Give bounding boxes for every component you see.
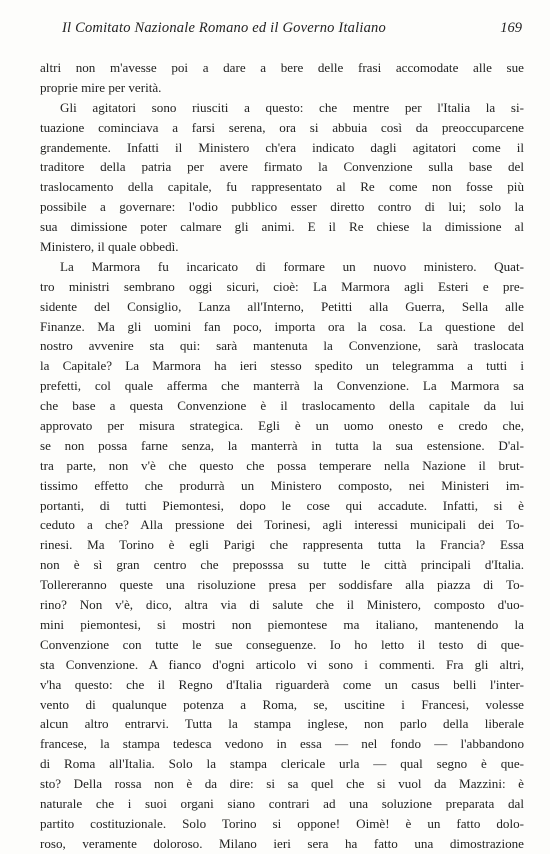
text-line: traslocamento della capitale, fu rappresentato al Re come non fosse più (40, 179, 524, 195)
text-line: mini piemontesi, si mostri non piemontese ma italiano, mantenendo la (40, 616, 524, 632)
text-line: Gli agitatori sono riusciti a questo: che mentre per l'Italia la si- (60, 99, 524, 115)
text-line: Tollereranno queste una risoluzione presa per soddisfare alla piazza di To- (40, 577, 524, 593)
text-line: non è sì gran centro che preposssa su tutte le città principali d'Italia. (40, 557, 524, 573)
text-line: prefetti, col quale afferma che manterrà la Convenzione. La Marmora sa (40, 378, 524, 394)
text-line: sua dimissione poter calmare gli animi. E il Re chiese la dimissione al (40, 219, 524, 235)
text-line: grandemente. Infatti il Ministero ch'era indicato dagli agitatori come il (40, 139, 524, 155)
text-line: tissimo effetto che produrrà un Ministero composto, nei Ministeri im- (40, 477, 524, 493)
text-line: altri non m'avesse poi a dare a bere delle frasi accomodate alle sue (40, 60, 524, 75)
text-line: vento di qualunque potenza a Roma, se, uscitine i Francesi, volesse (40, 696, 524, 712)
text-line: di Roma all'Italia. Solo la stampa clericale urla — qual segno è que- (40, 756, 524, 772)
text-line: sta Convenzione. A fianco d'ogni articolo vi sono i commenti. Fra gli altri, (40, 656, 524, 672)
text-line: rino? Non v'è, dico, altra via di salute che il Ministero, composto d'uo- (40, 597, 524, 613)
text-line: traditore della patria per avere firmato la Convenzione sulla base del (40, 159, 524, 175)
text-line: ceduto a che? Alla pressione dei Torinesi, agli interessi municipali dei To- (40, 517, 524, 533)
page-header (52, 20, 522, 44)
body-text (40, 58, 524, 854)
text-line: se non possa farne senza, la manterrà in tutta la sua estensione. D'al- (40, 437, 524, 453)
text-line: proprie mire per verità. (40, 79, 162, 95)
text-line: francese, la stampa tedesca vedono in essa — nel fondo — l'abbandono (40, 736, 524, 752)
page-number: 169 (500, 20, 522, 36)
text-line: che base a questa Convenzione è il traslocamento della capitale da lui (40, 398, 524, 414)
text-line: Ministero, il quale obbedì. (40, 239, 179, 255)
text-line: Convenzione con tutte le sue conseguenze. Io ho letto il testo di que- (40, 636, 524, 652)
text-line: alcun altro entrarvi. Tutta la stampa inglese, non parlo della liberale (40, 716, 524, 732)
text-line: partito costituzionale. Solo Torino si oppone! Oimè! è un fatto dolo- (40, 815, 524, 831)
text-line: approvato per misura strategica. Egli è un uomo onesto e credo che, (40, 418, 524, 434)
text-line: roso, veramente doloroso. Milano ieri sera ha fatto una dimostrazione (40, 835, 524, 851)
text-line: tro ministri sembrano oggi sicuri, cioè: La Marmora agli Esteri e pre- (40, 278, 524, 294)
running-title: Il Comitato Nazionale Romano ed il Governo Italiano (62, 20, 386, 36)
text-line: possibile a governare: l'odio pubblico esser diretto contro di lui; solo la (40, 199, 524, 215)
text-line: sidente del Consiglio, Lanza all'Interno, Petitti alla Guerra, Sella alle (40, 298, 524, 314)
text-line: sto? Della rossa non è da dire: si sa quel che si vuol da Mazzini: è (40, 776, 524, 792)
text-line: portanti, di tutti Piemontesi, dopo le cose qui accadute. Infatti, si è (40, 497, 524, 513)
text-line: tra parte, non v'è che questo che possa temperare nella Nazione il brut- (40, 457, 524, 473)
text-line: rinesi. Ma Torino è egli Parigi che rappresenta tutta la Francia? Essa (40, 537, 524, 553)
text-line: tuazione cominciava a farsi serena, ora si abbuia così da preoccuparcene (40, 119, 524, 135)
text-line: v'ha questo: che il Regno d'Italia riguarderà come un casus belli l'inter- (40, 676, 524, 692)
text-line: nostro avvenire sta qui: sarà mantenuta la Convenzione, sarà traslocata (40, 338, 524, 354)
text-line: naturale che i suoi organi siano contrari ad una soluzione preparata dal (40, 795, 524, 811)
text-line: La Marmora fu incaricato di formare un nuovo ministero. Quat- (60, 258, 524, 274)
text-line: Finanze. Ma gli uomini fan poco, importa ora la cosa. La questione del (40, 318, 524, 334)
text-line: la Capitale? La Marmora ha ieri stesso spedito un telegramma a tutti i (40, 358, 524, 374)
